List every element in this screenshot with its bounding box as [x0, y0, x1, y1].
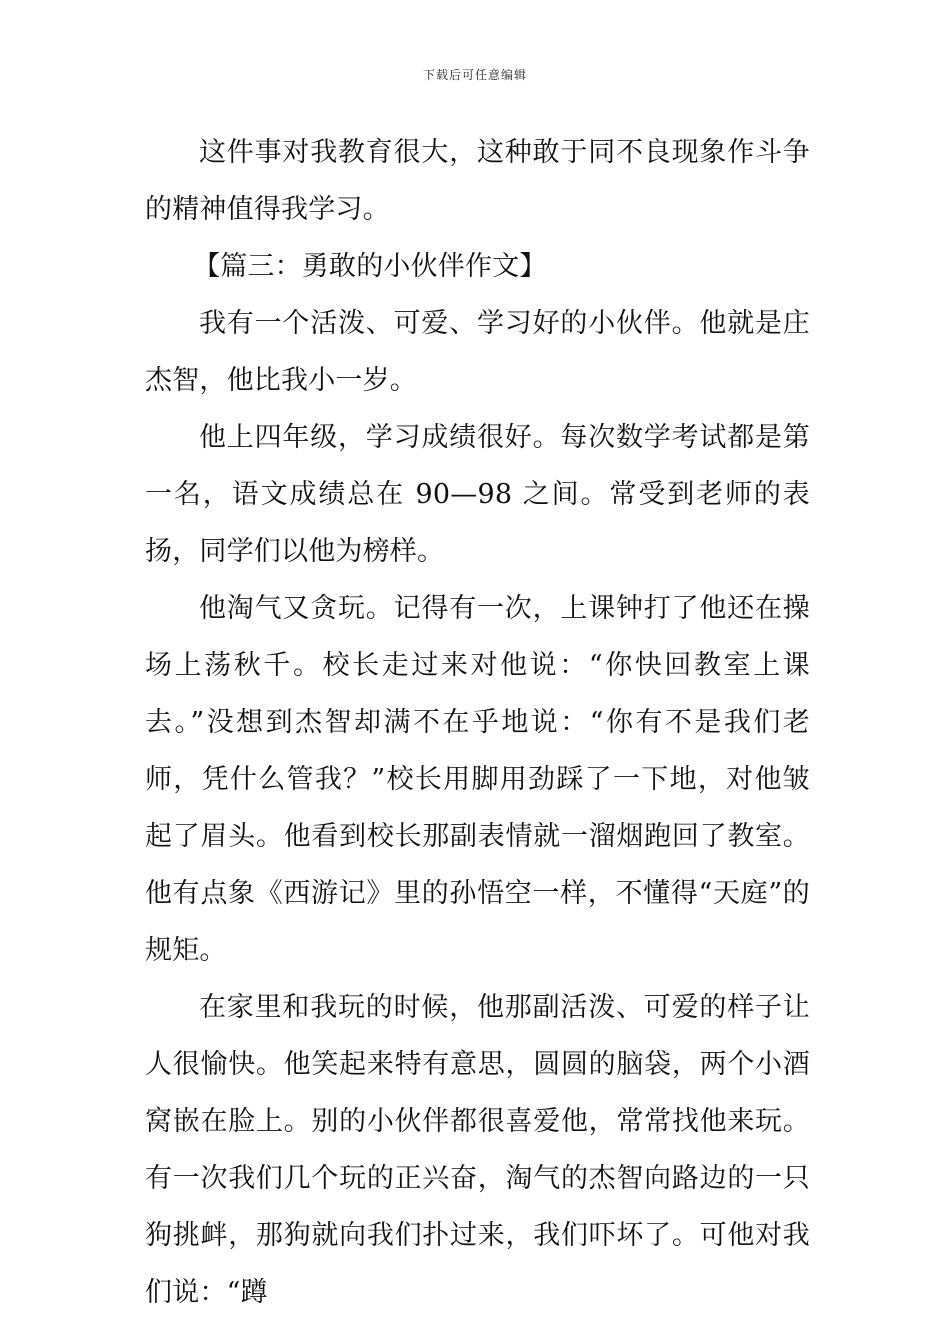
page-header: 下载后可任意编辑 [422, 68, 527, 82]
paragraph-1: 这件事对我教育很大，这种敢于同不良现象作斗争的精神值得我学习。 [145, 137, 810, 225]
section-heading: 【篇三：勇敢的小伙伴作文】 [193, 251, 547, 282]
paragraph-2: 我有一个活泼、可爱、学习好的小伙伴。他就是庄杰智，他比我小一岁。 [145, 308, 810, 396]
paragraph-3: 他上四年级，学习成绩很好。每次数学考试都是第一名，语文成绩总在 90—98 之间。常受到老师的表扬，同学们以他为榜样。 [145, 422, 810, 567]
paragraph-4: 他淘气又贪玩。记得有一次，上课钟打了他还在操场上荡秋千。校长走过来对他说：“你快回教室上课去。”没想到杰智却满不在乎地说：“你有不是我们老师，凭什么管我？”校长用脚用劲踩了一下地，对他皱起了眉头。他看到校长那副表情就一溜烟跑回了教室。他有点象《西游记》里的孙悟空一样，不懂得“天庭”的规矩。 [145, 593, 810, 966]
document-body [145, 124, 810, 1321]
paragraph-5: 在家里和我玩的时候，他那副活泼、可爱的样子让人很愉快。他笑起来特有意思，圆圆的脑袋，两个小酒窝嵌在脸上。别的小伙伴都很喜爱他，常常找他来玩。有一次我们几个玩的正兴奋，淘气的杰智向路边的一只狗挑衅，那狗就向我们扑过来，我们吓坏了。可他对我们说：“蹲 [145, 992, 810, 1308]
